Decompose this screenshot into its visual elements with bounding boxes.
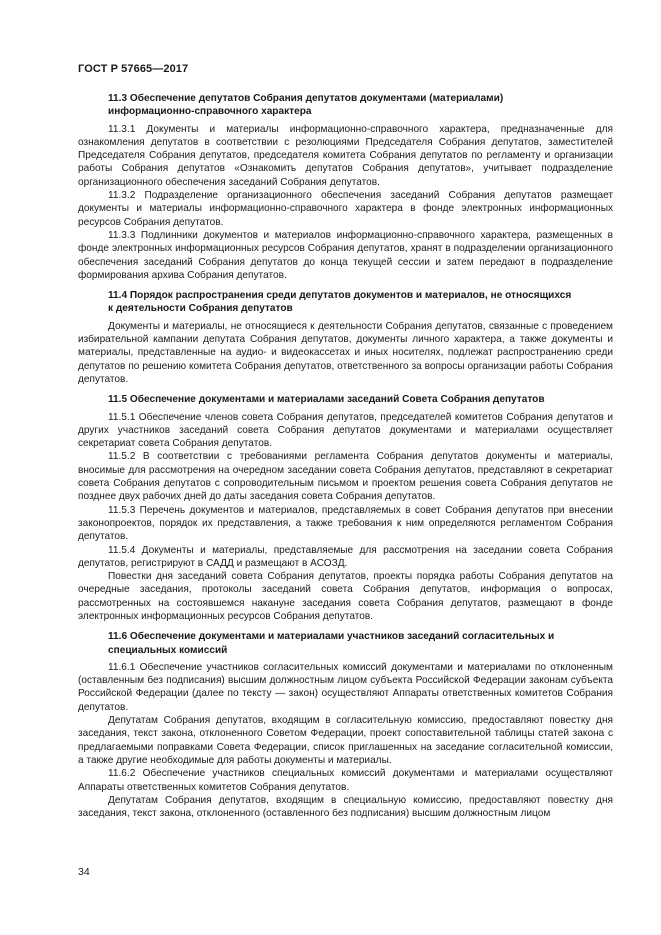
- paragraph-11-5-1: 11.5.1 Обеспечение членов совета Собрания депутатов, председателей комитетов Собрания депутатов и других участников заседаний совета Собрания депутатов документами и материалами осуществляет секретариат совета Собрания депутатов.: [78, 411, 613, 450]
- paragraph-11-5-3: 11.5.3 Перечень документов и материалов, представляемых в совет Собрания депутатов при внесении законопроектов, порядок их представления, а также требования к ним определяются регламентом Собрания депутатов.: [78, 504, 613, 543]
- page-body: [78, 92, 613, 820]
- paragraph-11-6-2-deputies: Депутатам Собрания депутатов, входящим в специальную комиссию, предоставляют повестку дня заседания, текст закона, отклоненного (оставленного без подписания) высшим должностным лицом: [78, 794, 613, 820]
- paragraph-11-5-2: 11.5.2 В соответствии с требованиями регламента Собрания депутатов документы и материалы, вносимые для рассмотрения на очередном заседании совета Собрания депутатов, представляют в секретариат совета Собрания депутатов с сопроводительным письмом и проектом решения совета Собрания депутатов не позднее двух рабочих дней до даты заседания совета Собрания депутатов.: [78, 451, 613, 503]
- section-heading-11-5: 11.5 Обеспечение документами и материалами заседаний Совета Собрания депутатов: [108, 394, 545, 406]
- section-heading-11-3: 11.3 Обеспечение депутатов Собрания депутатов документами (материалами) информационно-справочного характера: [108, 93, 504, 118]
- paragraph-11-6-1-deputies: Депутатам Собрания депутатов, входящим в согласительную комиссию, предоставляют повестку дня заседания, текст закона, отклоненного Советом Федерации, проект сопоставительной таблицы статей закона с предлагаемыми поправками Совета Федерации, список приглашенных на заседание согласительной комиссии, а также другие необходимые для работы документы и материалы.: [78, 715, 613, 766]
- paragraph-11-5-4: 11.5.4 Документы и материалы, представляемые для рассмотрения на заседании совета Собрания депутатов, регистрируют в САДД и размещают в АСОЗД.: [78, 544, 613, 569]
- paragraph-11-3-3: 11.3.3 Подлинники документов и материалов информационно-справочного характера, размещенных в фонде электронных информационных ресурсов Собрания депутатов, хранят в подразделении организационного обеспечения заседаний Собрания депутатов до конца текущей сессии и затем передают в подразделение формирования архива Собрания депутатов.: [78, 229, 613, 281]
- standard-header: ГОСТ Р 57665—2017: [78, 63, 189, 75]
- paragraph-11-6-2: 11.6.2 Обеспечение участников специальных комиссий документами и материалами осуществляют Аппараты ответственных комитетов Собрания депутатов.: [78, 768, 613, 793]
- paragraph-11-3-1: 11.3.1 Документы и материалы информационно-справочного характера, предназначенные для ознакомления депутатов в соответствии с резолюциями Председателя Собрания депутатов, заместителей Председателя Собрания депутатов, председателя комитета Собрания депутатов по регламенту и организации работы Собрания депутатов «Ознакомить депутатов Собрания депутатов», учитывает подразделение организационного обеспечения заседаний Собрания депутатов.: [78, 123, 613, 188]
- paragraph-11-6-1: 11.6.1 Обеспечение участников согласительных комиссий документами и материалами по отклоненным (оставленным без подписания) высшим должностным лицом субъекта Российской Федерации законам субъекта Российской Федерации (далее по тексту — закон) осуществляют Аппараты ответственных комитетов Собрания депутатов.: [78, 661, 613, 713]
- paragraph-11-3-2: 11.3.2 Подразделение организационного обеспечения заседаний Собрания депутатов размещает документы и материалы информационно-справочного характера в фонде электронных информационных ресурсов Собрания депутатов.: [78, 190, 613, 228]
- page-number: 34: [78, 866, 90, 878]
- paragraph-11-4: Документы и материалы, не относящиеся к деятельности Собрания депутатов, связанные с проведением избирательной кампании депутата Собрания депутатов, документы личного характера, а также документы и материалы, представленные на аудио- и видеокассетах и иных носителях, подлежат распространению среди депутатов по решению комитета Собрания депутатов, ответственного за вопросы организации работы Собрания депутатов.: [78, 320, 613, 385]
- section-heading-11-6: 11.6 Обеспечение документами и материалами участников заседаний согласительных и специальных комиссий: [108, 631, 555, 656]
- paragraph-11-5-4-agendas: Повестки дня заседаний совета Собрания депутатов, проекты порядка работы Собрания депутатов на очередные заседания, протоколы заседаний совета Собрания депутатов, информация о вопросах, рассмотренных на состоявшемся накануне заседания совета Собрания депутатов, размещают в фонде электронных информационных ресурсов Собрания депутатов.: [78, 571, 613, 622]
- section-heading-11-4: 11.4 Порядок распространения среди депутатов документов и материалов, не относящихся к деятельности Собрания депутатов: [108, 290, 572, 315]
